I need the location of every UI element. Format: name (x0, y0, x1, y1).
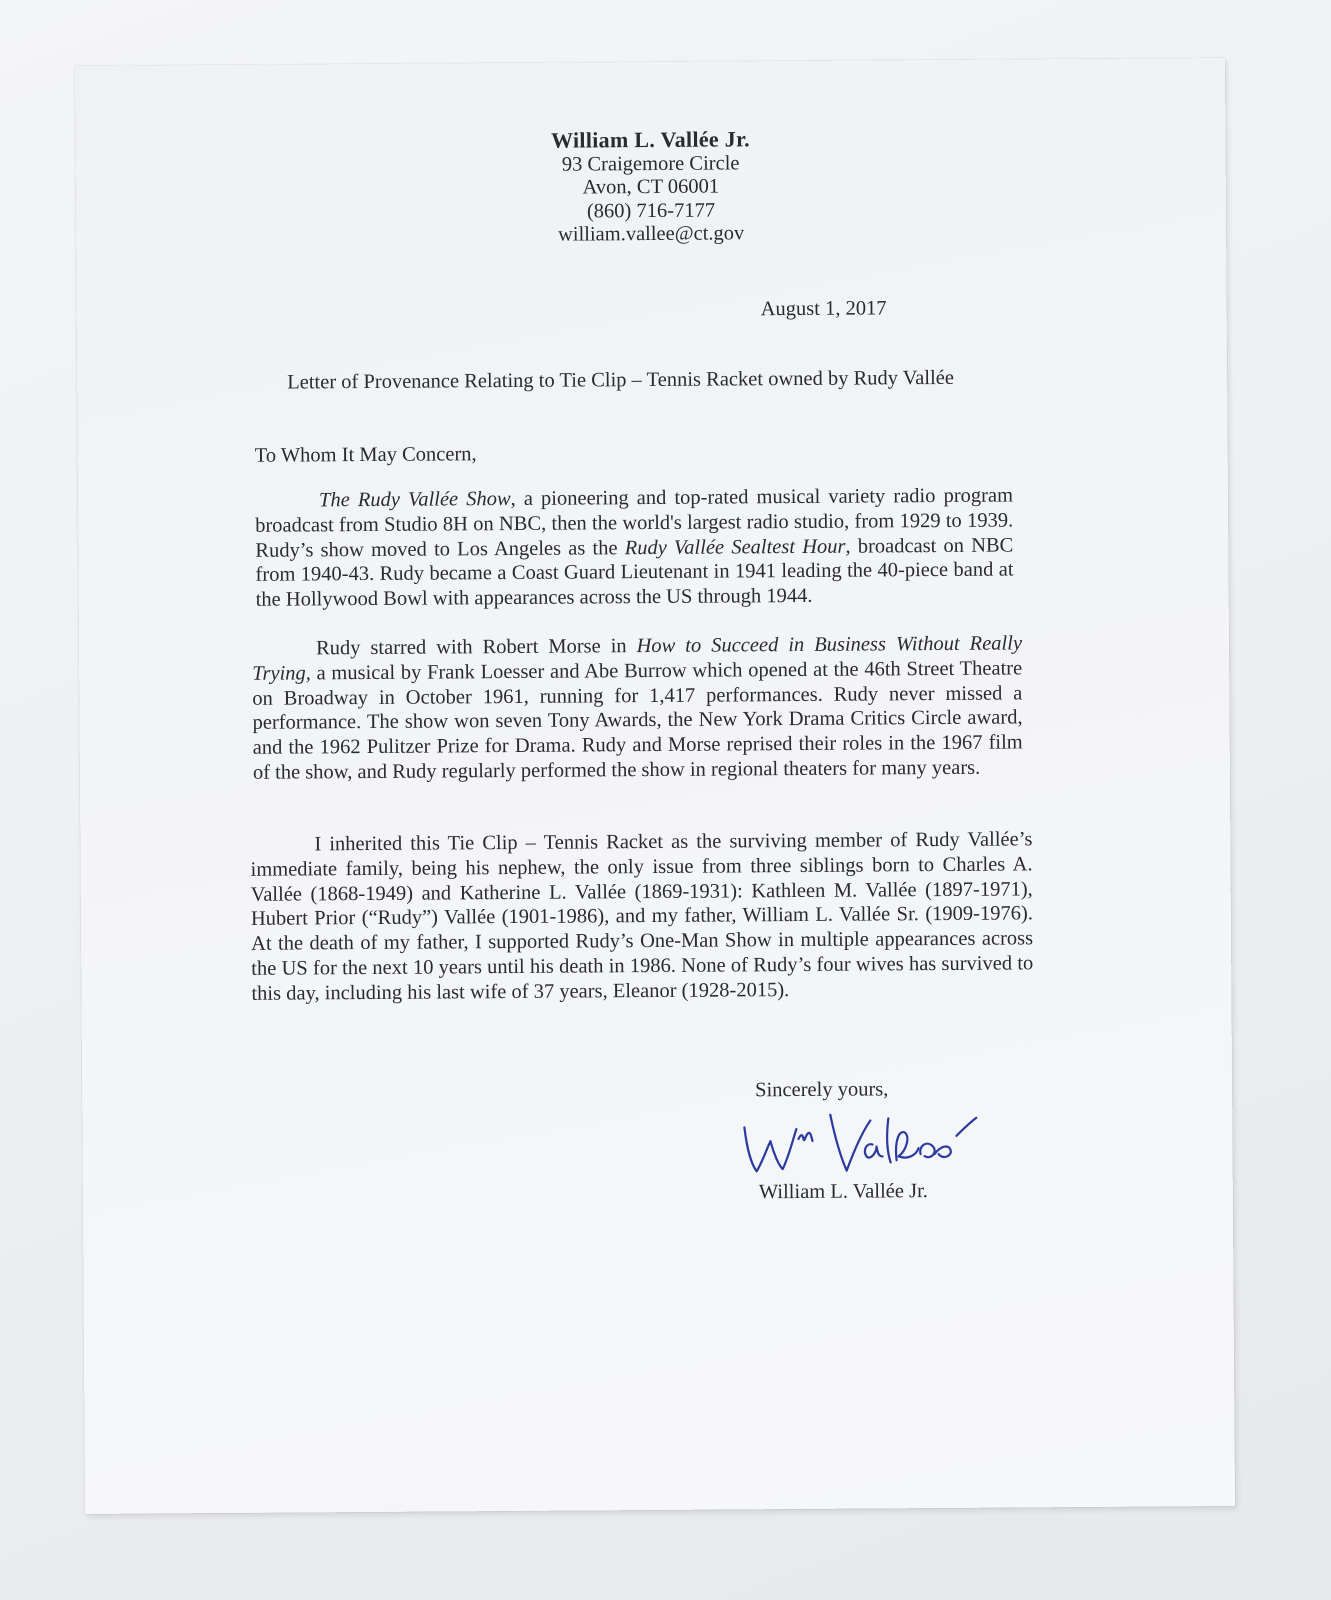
letter-date: August 1, 2017 (760, 297, 887, 321)
signer-name: William L. Vallée Jr. (758, 1180, 928, 1204)
sender-name: William L. Vallée Jr. (550, 126, 750, 153)
italic-show-title: The Rudy Vallée Show (318, 488, 511, 512)
closing: Sincerely yours, (755, 1078, 889, 1102)
paragraph-1-text-b: , broadcast on NBC from 1940-43. Rudy became a Coast Guard Lieutenant in 1941 leading the 40-piece band at the Hollywood Bowl with appearances across the US through 1944. (255, 534, 1014, 611)
body-paragraph-2 (252, 631, 1023, 785)
paragraph-2-text-a: Rudy starred with Robert Morse in (315, 635, 637, 660)
sender-email: william.vallee@ct.gov (557, 222, 745, 246)
sender-city: Avon, CT 06001 (582, 175, 720, 199)
sender-phone: (860) 716-7177 (586, 199, 716, 222)
body-paragraph-1 (255, 483, 1014, 612)
italic-show-title-2: Rudy Vallée Sealtest Hour (624, 535, 846, 559)
sender-street: 93 Craigemore Circle (561, 151, 740, 176)
paragraph-2-text-b: a musical by Frank Loesser and Abe Burrow which opened at the 46th Street Theatre on Broadway in October 1961, running for 1,417 performances. Rudy never missed a performance. The show won seven Tony Awards, the New York Drama Critics Circle award, and the 1962 Pulitzer Prize for Drama. Rudy and Morse reprised their roles in the 1967 film of the show, and Rudy regularly performed the show in regional theaters for many years. (252, 657, 1023, 784)
paragraph-1-text-a: , a pioneering and top-rated musical variety radio program broadcast from Studio 8H on NBC, then the world's largest radio studio, from 1929 to 1939. Rudy’s show moved to Los Angeles as the (255, 484, 1014, 562)
body-paragraph-3 (250, 827, 1033, 1006)
letterhead (75, 124, 1226, 251)
salutation: To Whom It May Concern, (254, 443, 477, 467)
letter-page (75, 58, 1235, 1514)
italic-musical-title: How to Succeed in Business Without Really Trying, (252, 632, 1023, 685)
handwritten-signature (738, 1104, 1009, 1186)
paragraph-3-text: I inherited this Tie Clip – Tennis Racket as the surviving member of Rudy Vallée’s immediate family, being his nephew, the only issue from three siblings born to Charles A. Vallée (1868-1949) and Katherine L. Vallée (1869-1931): Kathleen M. Vallée (1897-1971), Hubert Prior (“Rudy”) Vallée (1901-1986), and my father, William L. Vallée Sr. (1909-1976). At the death of my father, I supported Rudy’s One-Man Show in multiple appearances across the US for the next 10 years until his death in 1986. None of Rudy’s four wives has survived to this day, including his last wife of 37 years, Eleanor (1928-2015). (250, 828, 1034, 1005)
letter-subject: Letter of Provenance Relating to Tie Clip – Tennis Racket owned by Rudy Vallée (287, 366, 955, 394)
